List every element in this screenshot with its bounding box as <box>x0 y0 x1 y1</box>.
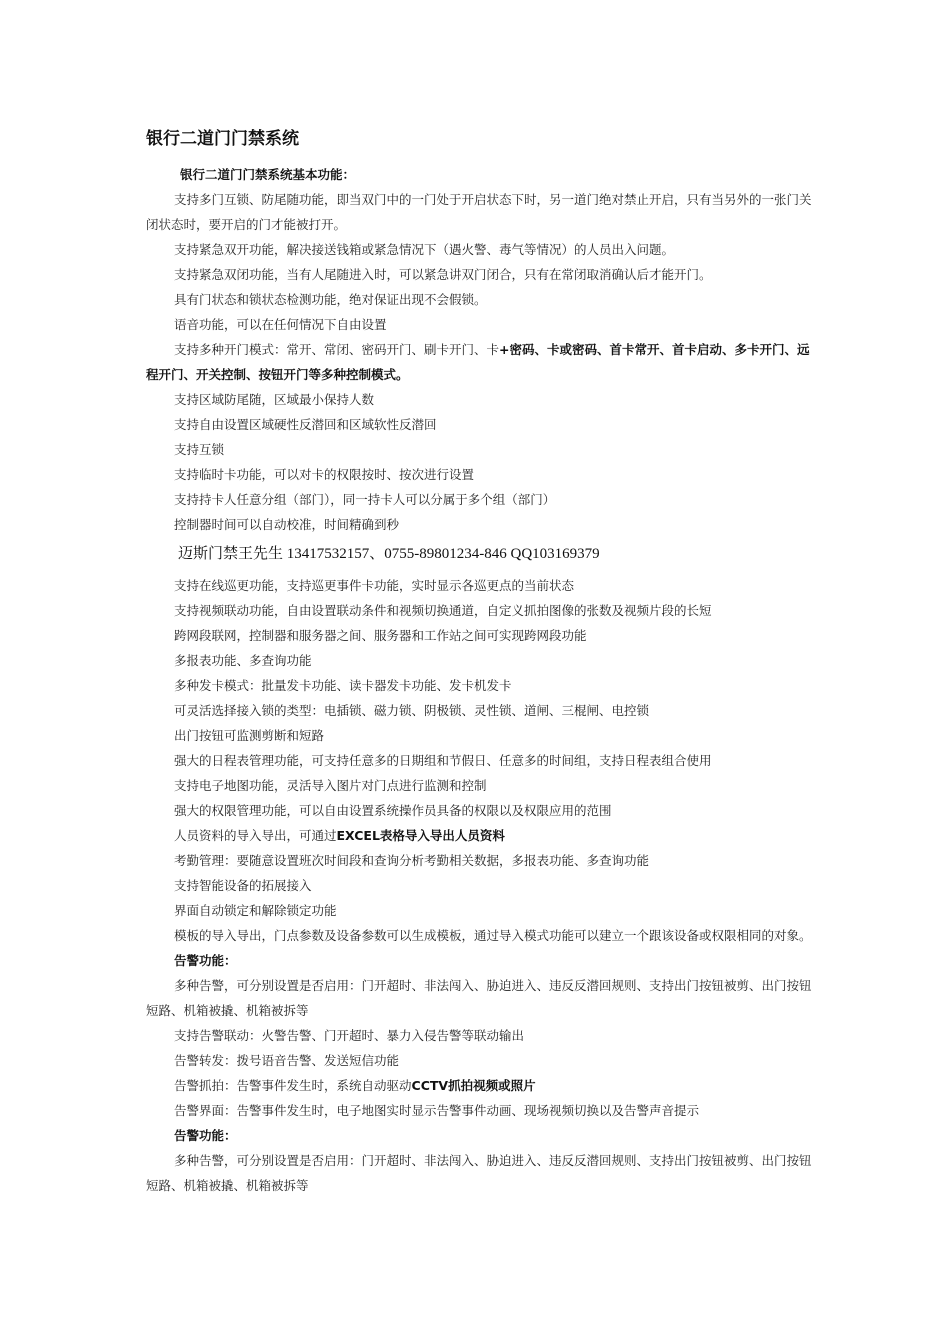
document-body <box>146 187 814 1198</box>
paragraph-interlock-support: 支持互锁 <box>174 442 225 457</box>
import-export-text: 人员资料的导入导出，可通过 <box>174 828 337 843</box>
section-heading-basic-functions: 银行二道门门禁系统基本功能： <box>180 167 356 182</box>
contact-line: 迈斯门禁王先生 13417532157、0755-89801234-846 QQ103169379 <box>178 546 600 562</box>
import-export-bold-text: EXCEL表格导入导出人员资料 <box>336 828 505 843</box>
paragraph-ui-lock: 界面自动锁定和解除锁定功能 <box>174 903 337 918</box>
paragraph-smart-devices: 支持智能设备的拓展接入 <box>174 878 312 893</box>
paragraph-patrol: 支持在线巡更功能，支持巡更事件卡功能，实时显示各巡更点的当前状态 <box>174 578 575 593</box>
paragraph-interlock: 支持多门互锁、防尾随功能，即当双门中的一门处于开启状态下时，另一道门绝对禁止开启，只有当另外的一张门关闭状态时，要开启的门才能被打开。 <box>146 192 812 232</box>
paragraph-alarm-types-1: 多种告警，可分别设置是否启用：门开超时、非法闯入、胁迫进入、违反反潜回规则、支持出门按钮被剪、出门按钮短路、机箱被撬、机箱被拆等 <box>146 978 812 1018</box>
paragraph-video-linkage: 支持视频联动功能，自由设置联动条件和视频切换通道，自定义抓拍图像的张数及视频片段的长短 <box>174 603 712 618</box>
paragraph-alarm-types-2: 多种告警，可分别设置是否启用：门开超时、非法闯入、胁迫进入、违反反潜回规则、支持出门按钮被剪、出门按钮短路、机箱被撬、机箱被拆等 <box>146 1153 812 1193</box>
alarm-capture-bold-text: CCTV抓拍视频或照片 <box>411 1078 536 1093</box>
paragraph-alarm-capture <box>146 1073 814 1098</box>
paragraph-emergency-close: 支持紧急双闭功能，当有人尾随进入时，可以紧急讲双门闭合，只有在常闭取消确认后才能开门。 <box>174 267 712 282</box>
paragraph-lock-types: 可灵活选择接入锁的类型：电插锁、磁力锁、阴极锁、灵性锁、道闸、三棍闸、电控锁 <box>174 703 650 718</box>
paragraph-schedule: 强大的日程表管理功能，可支持任意多的日期组和节假日、任意多的时间组，支持日程表组合使用 <box>174 753 712 768</box>
paragraph-reports: 多报表功能、多查询功能 <box>174 653 312 668</box>
paragraph-status-detect: 具有门状态和锁状态检测功能，绝对保证出现不会假锁。 <box>174 292 487 307</box>
document-title: 银行二道门门禁系统 <box>146 129 299 149</box>
paragraph-exit-button: 出门按钮可监测剪断和短路 <box>174 728 325 743</box>
paragraph-cross-network: 跨网段联网，控制器和服务器之间、服务器和工作站之间可实现跨网段功能 <box>174 628 587 643</box>
paragraph-attendance: 考勤管理：要随意设置班次时间段和查询分析考勤相关数据，多报表功能、多查询功能 <box>174 853 650 868</box>
alarm-capture-text: 告警抓拍：告警事件发生时，系统自动驱动 <box>174 1078 412 1093</box>
paragraph-alarm-linkage: 支持告警联动：火警告警、门开超时、暴力入侵告警等联动输出 <box>174 1028 525 1043</box>
paragraph-open-modes <box>146 337 814 387</box>
paragraph-time-sync: 控制器时间可以自动校准，时间精确到秒 <box>174 517 400 532</box>
section-heading-alarm-1: 告警功能： <box>174 953 237 968</box>
open-modes-bold-text: +密码、卡或密码、首卡常开、首卡启动、多卡开门、远程开门、开关控制、按钮开门等多种控制模式。 <box>146 342 810 382</box>
paragraph-alarm-ui: 告警界面：告警事件发生时，电子地图实时显示告警事件动画、现场视频切换以及告警声音提示 <box>174 1103 700 1118</box>
paragraph-temp-card: 支持临时卡功能，可以对卡的权限按时、按次进行设置 <box>174 467 475 482</box>
paragraph-import-export <box>146 823 814 848</box>
paragraph-emergency-open: 支持紧急双开功能，解决接送钱箱或紧急情况下（遇火警、毒气等情况）的人员出入问题。 <box>174 242 675 257</box>
paragraph-grouping: 支持持卡人任意分组（部门），同一持卡人可以分属于多个组（部门） <box>174 492 556 507</box>
paragraph-e-map: 支持电子地图功能，灵活导入图片对门点进行监测和控制 <box>174 778 487 793</box>
paragraph-alarm-forward: 告警转发：拨号语音告警、发送短信功能 <box>174 1053 400 1068</box>
paragraph-permissions: 强大的权限管理功能，可以自由设置系统操作员具备的权限以及权限应用的范围 <box>174 803 612 818</box>
section-heading-alarm-2: 告警功能： <box>174 1128 237 1143</box>
paragraph-anti-passback: 支持自由设置区域硬性反潜回和区域软性反潜回 <box>174 417 437 432</box>
paragraph-area-anti-tailgate: 支持区域防尾随，区域最小保持人数 <box>174 392 375 407</box>
paragraph-templates: 模板的导入导出，门点参数及设备参数可以生成模板，通过导入模式功能可以建立一个跟该设备或权限相同的对象。 <box>174 928 812 943</box>
paragraph-card-issue: 多种发卡模式：批量发卡功能、读卡器发卡功能、发卡机发卡 <box>174 678 512 693</box>
paragraph-voice: 语音功能，可以在任何情况下自由设置 <box>174 317 387 332</box>
open-modes-text: 支持多种开门模式：常开、常闭、密码开门、刷卡开门、卡 <box>174 342 500 357</box>
